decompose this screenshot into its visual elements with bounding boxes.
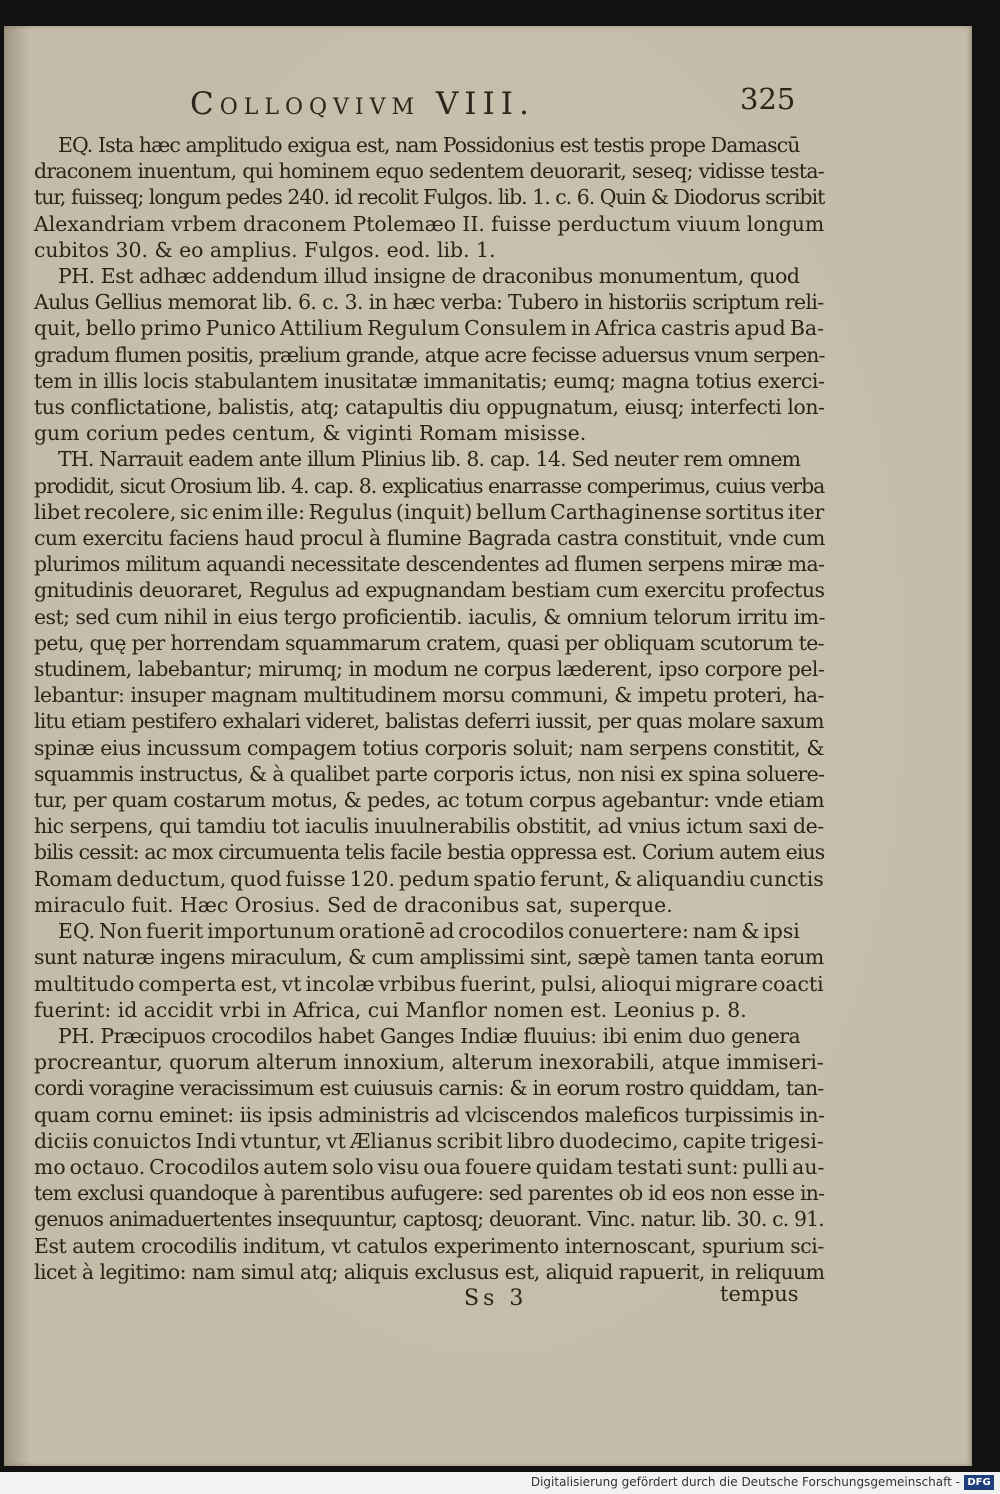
catchword: tempus — [720, 1282, 799, 1306]
text-line: tur, fuisseq; longum pedes 240. id recolit Fulgos. lib. 1. c. 6. Quin & Diodorus scribit — [34, 185, 825, 210]
text-line: procreantur, quorum alterum innoxium, alterum inexorabili, atque immiseri- — [34, 1050, 824, 1075]
text-line: genuos animaduertentes insequuntur, captosq; deuorant. Vinc. natur. lib. 30. c. 91. — [34, 1207, 824, 1232]
text-line: fuerint: id accidit vrbi in Africa, cui Manflor nomen est. Leonius p. 8. — [34, 997, 747, 1022]
text-line: squammis instructus, & à qualibet parte corporis ictus, non nisi ex spina soluere- — [34, 761, 825, 786]
text-line: PH. Præcipuos crocodilos habet Ganges Indiæ fluuius: ibi enim duo genera — [58, 1023, 801, 1048]
text-line: cum exercitu faciens haud procul à flumine Bagrada castra constituit, vnde cum — [34, 526, 825, 551]
text-line: licet à legitimo: nam simul atq; aliquis exclusus est, aliquid rapuerit, in reliquum — [34, 1259, 825, 1284]
text-line: EQ. Non fuerit importunum orationē ad crocodilos conuertere: nam & ipsi — [58, 919, 800, 944]
text-line: hic serpens, qui tamdiu tot iaculis inuulnerabilis obstitit, ad vnius ictum saxi de- — [34, 814, 824, 839]
text-line: tem exclusi quandoque à parentibus aufugere: sed parentes ob id eos non esse in- — [34, 1181, 825, 1206]
text-line: quit, bello primo Punico Attilium Regulum Consulem in Africa castris apud Ba- — [34, 316, 824, 341]
text-line: est; sed cum nihil in eius tergo proficientib. iaculis, & omnium telorum irritu im- — [34, 604, 825, 629]
text-line: gnitudinis deuoraret, Regulus ad expugnandam bestiam cum exercitu profectus — [34, 578, 825, 603]
text-line: miraculo fuit. Hæc Orosius. Sed de draconibus sat, superque. — [34, 892, 673, 917]
text-line: Alexandriam vrbem draconem Ptolemæo II. fuisse perductum viuum longum — [34, 211, 825, 236]
text-line: bilis cessit: ac mox circumuenta telis facile bestia oppressa est. Corium autem eius — [34, 840, 825, 865]
text-line: diciis conuictos Indi vtuntur, vt Ælianus scribit libro duodecimo, capite trigesi- — [34, 1128, 824, 1153]
text-line: multitudo comperta est, vt incolæ vrbibus fuerint, pulsi, alioqui migrare coacti — [34, 971, 824, 996]
running-title: Colloqvivm VIII. — [190, 86, 535, 122]
text-line: gum corium pedes centum, & viginti Romam misisse. — [34, 421, 587, 446]
page-number: 325 — [740, 82, 796, 116]
text-line: tus conflictatione, balistis, atq; catapultis diu oppugnatum, eiusq; interfecti lon- — [34, 395, 825, 420]
digitization-credit: Digitalisierung gefördert durch die Deutsche Forschungsgemeinschaft - — [530, 1475, 960, 1489]
text-line: tem in illis locis stabulantem inusitatæ immanitatis; eumq; magna totius exerci- — [34, 368, 825, 393]
text-line: Est autem crocodilis inditum, vt catulos experimento internoscant, spurium sci- — [34, 1233, 824, 1258]
text-line: sunt naturæ ingens miraculum, & cum amplissimi sint, sæpè tamen tanta eorum — [34, 945, 824, 970]
text-line: Romam deductum, quod fuisse 120. pedum spatio ferunt, & aliquandiu cunctis — [34, 866, 824, 891]
text-line: PH. Est adhæc addendum illud insigne de draconibus monumentum, quod — [58, 264, 800, 289]
text-line: mo octauo. Crocodilos autem solo visu oua fouere quidam testati sunt: pulli au- — [34, 1154, 825, 1179]
text-line: cubitos 30. & eo amplius. Fulgos. eod. lib. 1. — [34, 237, 496, 262]
text-line: prodidit, sicut Orosium lib. 4. cap. 8. explicatius enarrasse comperimus, cuius verba — [34, 473, 825, 498]
text-line: gradum flumen positis, prælium grande, atque acre fecisse aduersus vnum serpen- — [34, 342, 825, 367]
text-line: litu etiam pestifero exhalari videret, balistas deferri iussit, per quas molare saxum — [34, 709, 824, 734]
text-line: EQ. Ista hæc amplitudo exigua est, nam Possidonius est testis prope Damascū — [58, 133, 800, 157]
text-line: Aulus Gellius memorat lib. 6. c. 3. in hæc verba: Tubero in historiis scriptum reli- — [34, 290, 824, 315]
text-line: studinem, labebantur; mirumq; in modum ne corpus læderent, ipso corpore pel- — [34, 657, 825, 682]
text-line: tur, per quam costarum motus, & pedes, ac totum corpus agebantur: vnde etiam — [34, 788, 824, 813]
text-line: draconem inuentum, qui hominem equo sedentem deuorarit, seseq; vidisse testa- — [34, 159, 825, 184]
signature-mark: Ss 3 — [464, 1286, 528, 1311]
digitization-credit-bar — [0, 1472, 1000, 1494]
text-line: lebantur: insuper magnam multitudinem morsu communi, & impetu proteri, ha- — [34, 683, 824, 708]
dfg-logo: DFG — [964, 1475, 994, 1490]
text-line: petu, quę per horrendam squammarum cratem, quasi per obliquam scutorum te- — [34, 630, 824, 655]
text-line: quam cornu eminet: iis ipsis administris ad vlciscendos maleficos turpissimis in- — [34, 1102, 825, 1127]
text-line: libet recolere, sic enim ille: Regulus (inquit) bellum Carthaginense sortitus iter — [34, 499, 825, 524]
text-line: spinæ eius incussum compagem totius corporis soluit; nam serpens constitit, & — [34, 735, 825, 760]
text-line: plurimos militum aquandi necessitate descendentes ad flumen serpens miræ ma- — [34, 552, 825, 577]
body-text — [34, 132, 824, 1285]
text-line: TH. Narrauit eadem ante illum Plinius lib. 8. cap. 14. Sed neuter rem omnem — [58, 447, 801, 472]
text-line: cordi voragine veracissimum est cuiusuis carnis: & in eorum rostro quiddam, tan- — [34, 1076, 824, 1101]
